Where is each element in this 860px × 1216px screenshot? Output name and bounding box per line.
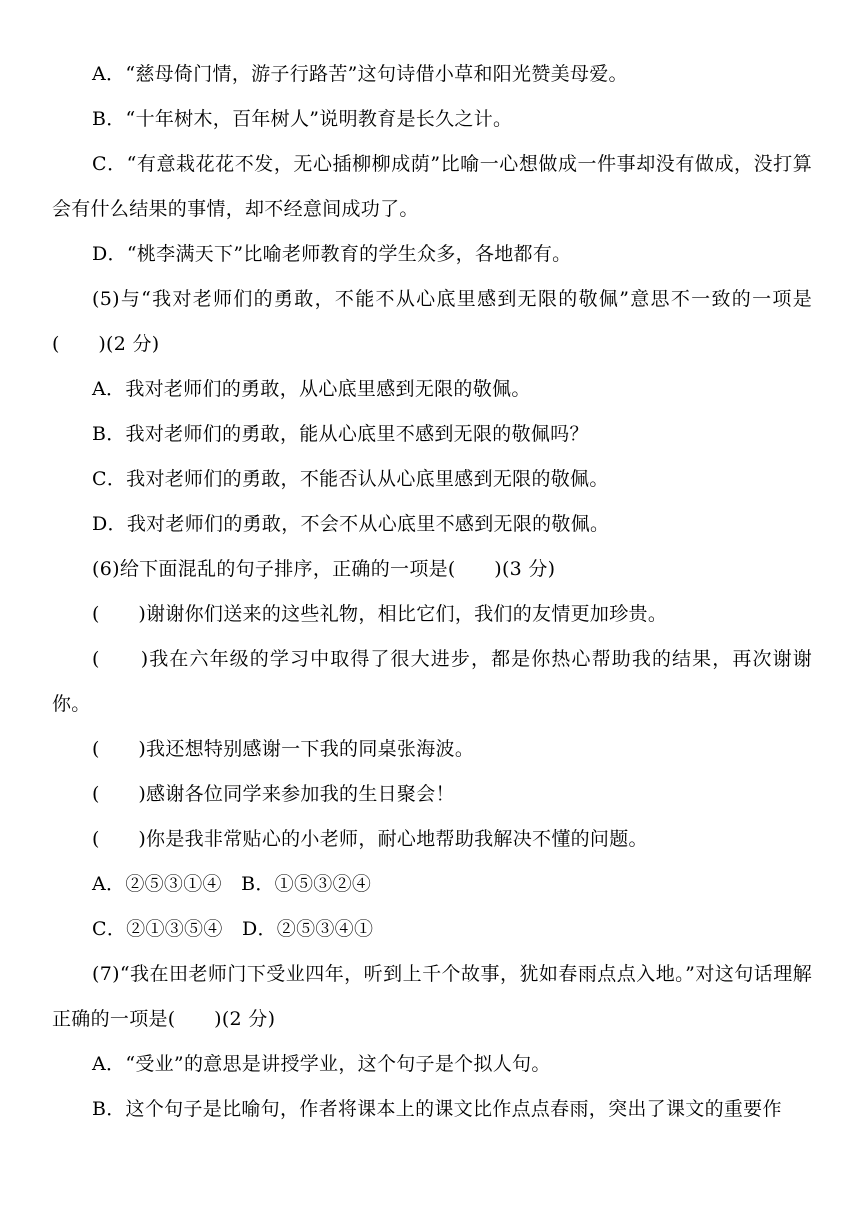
q6-options-cd: C．②①③⑤④ D．②⑤③④① [92,918,374,940]
option-b-text: B．“十年树木，百年树人”说明教育是长久之计。 [92,108,513,130]
question-7: (7)“我在田老师门下受业四年，听到上千个故事，犹如春雨点点入地。”对这句话理解正确的一项是( )(2 分) [52,963,812,1030]
question-5: (5)与“我对老师们的勇敢，不能不从心底里感到无限的敬佩”意思不一致的一项是( )(2 分) [52,288,812,355]
q6-options-ab: A．②⑤③①④ B．①⑤③②④ [92,873,372,895]
question-6: (6)给下面混乱的句子排序，正确的一项是( )(3 分) [92,558,556,580]
q5-option-d: D．我对老师们的勇敢，不会不从心底里不感到无限的敬佩。 [92,513,610,535]
q7-option-a: A．“受业”的意思是讲授学业，这个句子是个拟人句。 [92,1053,551,1075]
q6-sentence-3: ( )我还想特别感谢一下我的同桌张海波。 [92,738,475,760]
q6-sentence-1: ( )谢谢你们送来的这些礼物，相比它们，我们的友情更加珍贵。 [92,603,668,625]
option-d-text: D．“桃李满天下”比喻老师教育的学生众多，各地都有。 [92,243,572,265]
q6-sentence-2: ( )我在六年级的学习中取得了很大进步，都是你热心帮助我的结果，再次谢谢你。 [52,648,812,715]
document-page [52,52,812,1132]
q6-sentence-4: ( )感谢各位同学来参加我的生日聚会！ [92,783,455,805]
q7-option-b: B．这个句子是比喻句，作者将课本上的课文比作点点春雨，突出了课文的重要作 [92,1098,782,1120]
q5-option-a: A．我对老师们的勇敢，从心底里感到无限的敬佩。 [92,378,531,400]
q6-sentence-5: ( )你是我非常贴心的小老师，耐心地帮助我解决不懂的问题。 [92,828,648,850]
q5-option-c: C．我对老师们的勇敢，不能否认从心底里感到无限的敬佩。 [92,468,609,490]
option-c-text: C．“有意栽花花不发，无心插柳柳成荫”比喻一心想做成一件事却没有做成，没打算会有什么结果的事情，却不经意间成功了。 [52,153,812,220]
option-a-text: A．“慈母倚门情，游子行路苦”这句诗借小草和阳光赞美母爱。 [92,63,628,85]
q5-option-b: B．我对老师们的勇敢，能从心底里不感到无限的敬佩吗？ [92,423,589,445]
